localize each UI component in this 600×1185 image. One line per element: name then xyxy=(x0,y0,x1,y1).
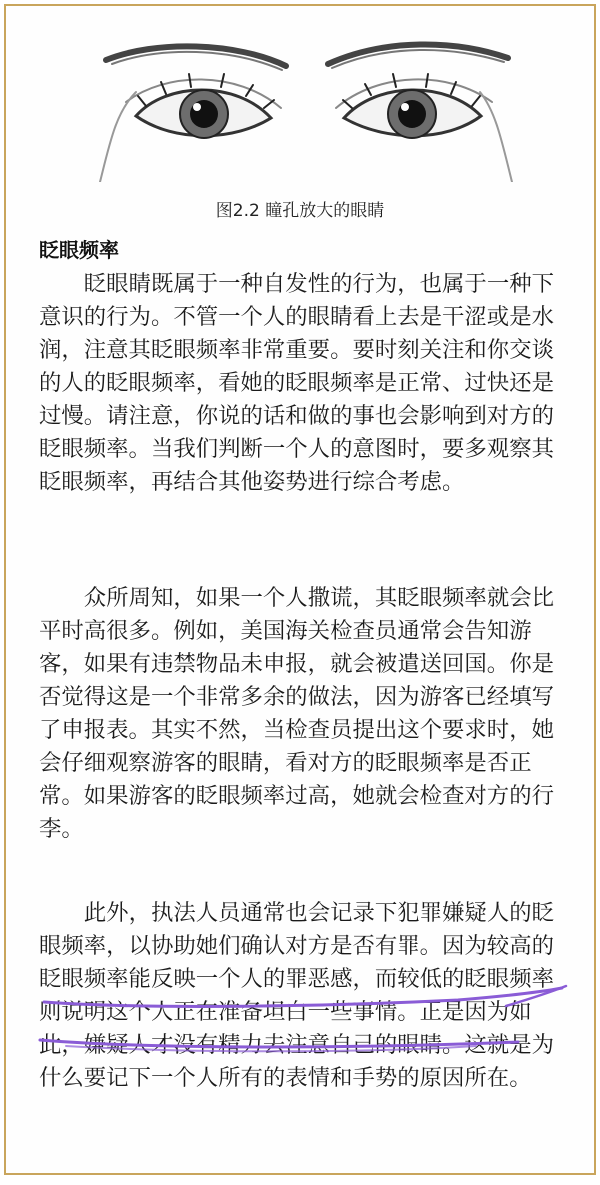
paragraph-1 xyxy=(39,268,569,499)
figure-caption: 图2.2 瞳孔放大的眼睛 xyxy=(215,201,385,221)
paragraph-text: 众所周知，如果一个人撒谎，其眨眼频率就会比平时高很多。例如，美国海关检查员通常会告知游客，如果有违禁物品未申报，就会被遣送回国。你是否觉得这是一个非常多余的做法，因为游客已经填写了申报表。其实不然，当检查员提出这个要求时，她会仔细观察游客的眼睛，看对方的眨眼频率是否正常。如果游客的眨眼频率过高，她就会检查对方的行李。 xyxy=(39,585,554,842)
paragraph-3 xyxy=(39,897,569,1095)
paragraph-text: 眨眼睛既属于一种自发性的行为，也属于一种下意识的行为。不管一个人的眼睛看上去是干涩或是水润，注意其眨眼频率非常重要。要时刻关注和你交谈的人的眨眼频率，看她的眨眼频率是正常、过快还是过慢。请注意，你说的话和做的事也会影响到对方的眨眼频率。当我们判断一个人的意图时，要多观察其眨眼频率，再结合其他姿势进行综合考虑。 xyxy=(39,271,554,495)
eyes-illustration xyxy=(96,32,516,182)
book-page xyxy=(4,4,596,1175)
paragraph-2 xyxy=(39,582,569,846)
section-heading: 眨眼频率 xyxy=(39,238,119,262)
paragraph-text: 此外，执法人员通常也会记录下犯罪嫌疑人的眨眼频率，以协助她们确认对方是否有罪。因为较高的眨眼频率能反映一个人的罪恶感，而较低的眨眼频率则说明这个人正在准备坦白一些事情。正是因为如此，嫌疑人才没有精力去注意自己的眼睛。这就是为什么要记下一个人所有的表情和手势的原因所在。 xyxy=(39,900,554,1091)
